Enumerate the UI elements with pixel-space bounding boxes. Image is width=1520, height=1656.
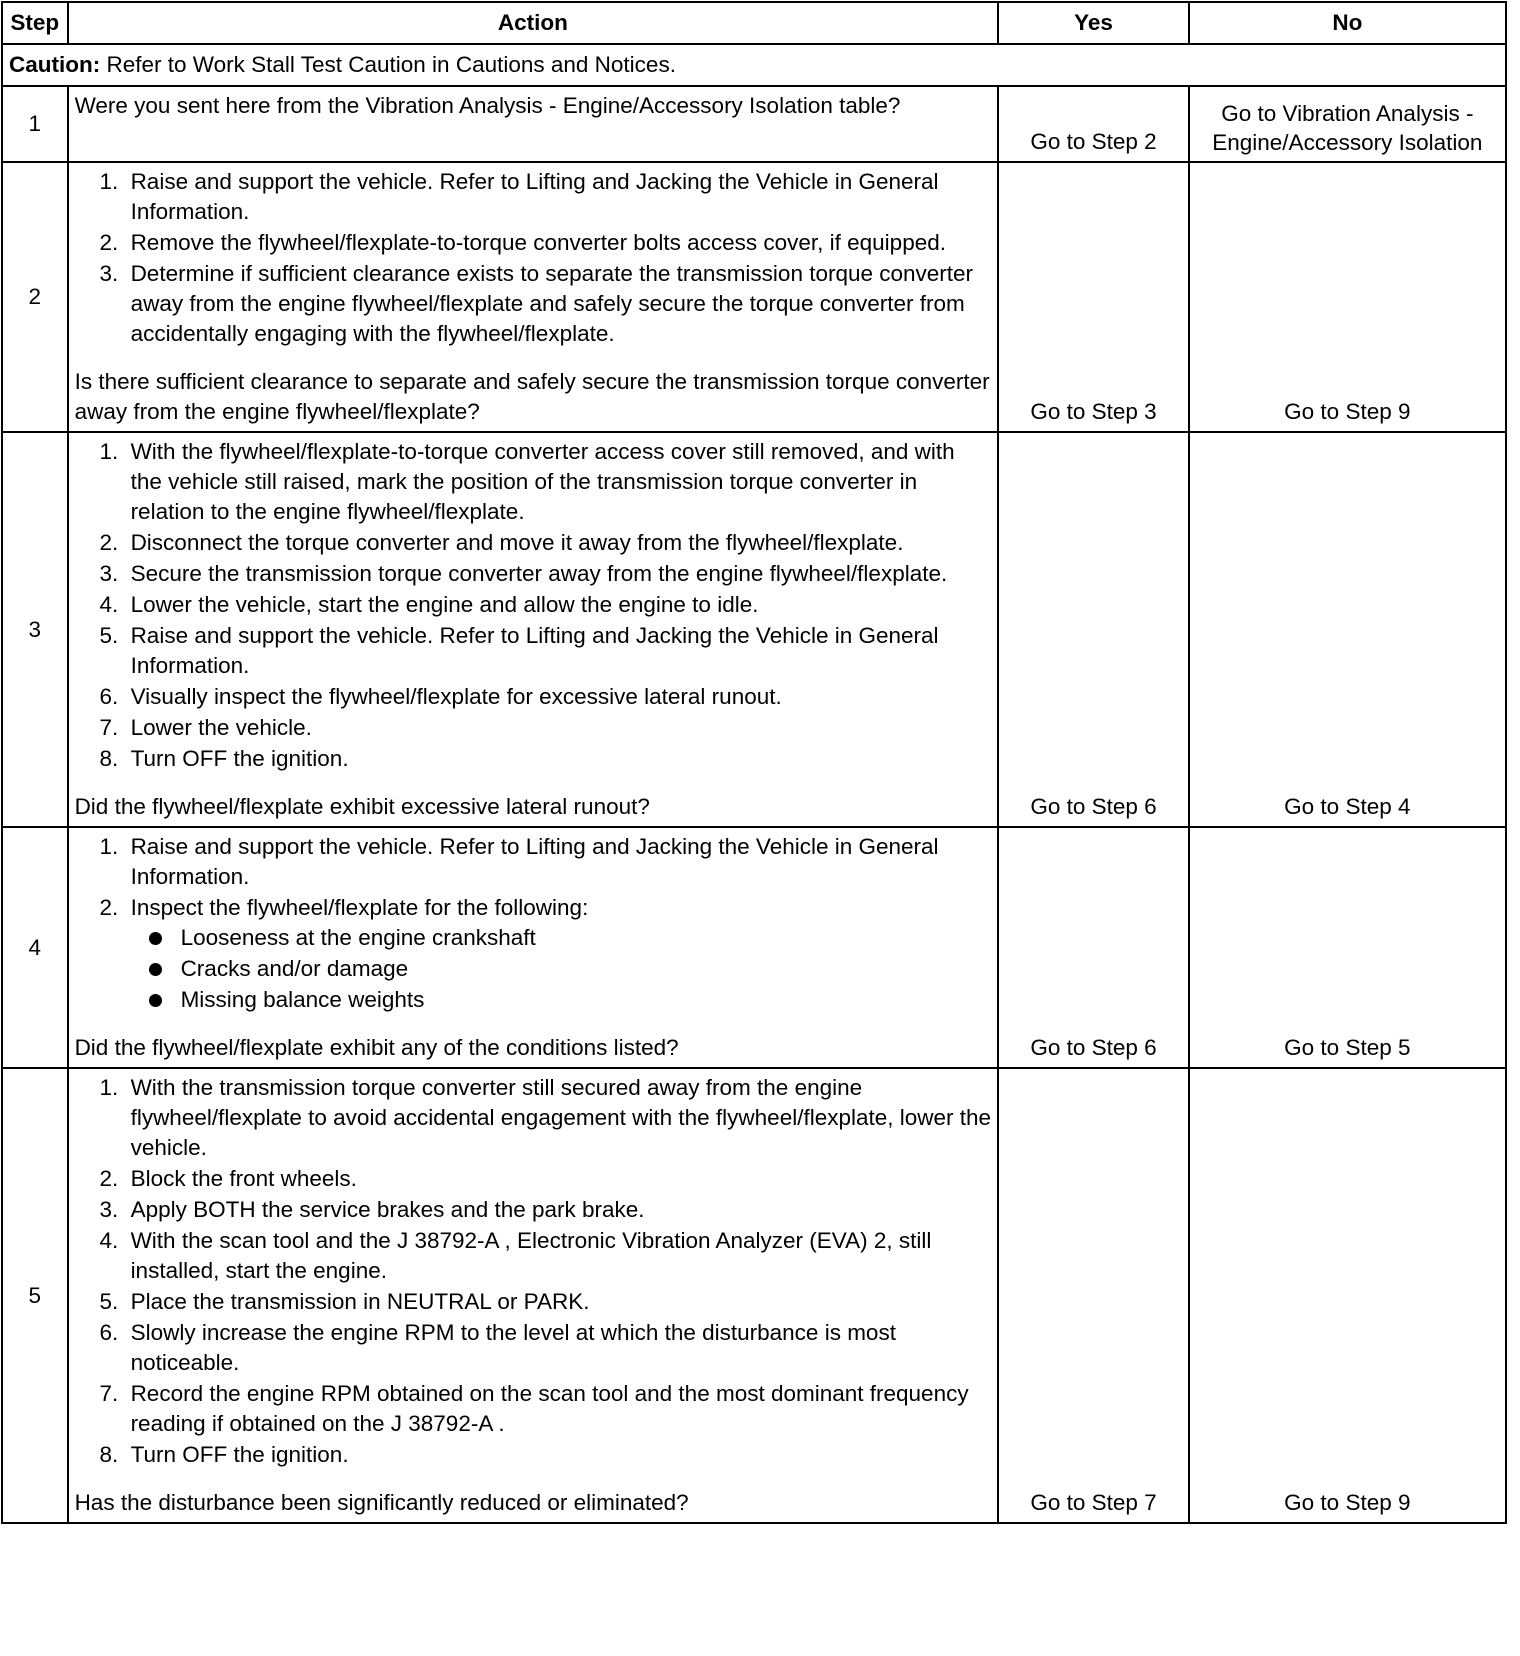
action-cell (68, 432, 999, 827)
no-cell: Go to Step 9 (1189, 1068, 1506, 1523)
list-item: 8. Turn OFF the ignition. (125, 1440, 992, 1470)
header-action: Action (68, 2, 999, 44)
yes-cell: Go to Step 6 (998, 432, 1188, 827)
action-cell (68, 162, 999, 432)
list-item: 6. Visually inspect the flywheel/flexplate for excessive lateral runout. (125, 682, 992, 712)
yes-cell: Go to Step 3 (998, 162, 1188, 432)
yes-cell: Go to Step 6 (998, 827, 1188, 1068)
list-item: 3. Apply BOTH the service brakes and the park brake. (125, 1195, 992, 1225)
no-cell: Go to Step 4 (1189, 432, 1506, 827)
action-question: Did the flywheel/flexplate exhibit any of the conditions listed? (74, 1035, 679, 1060)
yes-cell: Go to Step 2 (998, 86, 1188, 162)
table-row (2, 1068, 1506, 1523)
list-item: 2. Disconnect the torque converter and move it away from the flywheel/flexplate. (125, 528, 992, 558)
action-question: Is there sufficient clearance to separate and safely secure the transmission torque converter away from the engine flywheel/flexplate? (74, 369, 990, 424)
list-item: 5. Raise and support the vehicle. Refer to Lifting and Jacking the Vehicle in General Information. (125, 621, 992, 681)
list-item: 1. Raise and support the vehicle. Refer to Lifting and Jacking the Vehicle in General Information. (125, 832, 992, 892)
yes-cell: Go to Step 7 (998, 1068, 1188, 1523)
list-item: 3. Secure the transmission torque converter away from the engine flywheel/flexplate. (125, 559, 992, 589)
header-no: No (1189, 2, 1506, 44)
list-item: 1. Raise and support the vehicle. Refer to Lifting and Jacking the Vehicle in General Information. (125, 167, 992, 227)
step-number: 1 (2, 86, 68, 162)
bullet-item (171, 985, 992, 1015)
list-item: 1. With the transmission torque converter still secured away from the engine flywheel/flexplate to avoid accidental engagement with the flywheel/flexplate, lower the vehicle. (125, 1073, 992, 1163)
no-cell: Go to Step 9 (1189, 162, 1506, 432)
step-number: 4 (2, 827, 68, 1068)
step-number: 2 (2, 162, 68, 432)
table-row (2, 432, 1506, 827)
caution-text: Refer to Work Stall Test Caution in Cautions and Notices. (106, 52, 676, 77)
list-item (125, 893, 992, 1015)
bullet-text: Cracks and/or damage (180, 956, 409, 981)
action-steps (75, 1073, 992, 1470)
step-number: 3 (2, 432, 68, 827)
list-item: 4. With the scan tool and the J 38792-A , Electronic Vibration Analyzer (EVA) 2, still installed, start the engine. (125, 1226, 992, 1286)
list-item: 3. Determine if sufficient clearance exists to separate the transmission torque converter away from the engine flywheel/flexplate and safely secure the torque converter from accidentally engaging with the flywheel/flexplate. (125, 259, 992, 349)
bullet-text: Missing balance weights (180, 987, 425, 1012)
no-cell: Go to Step 5 (1189, 827, 1506, 1068)
caution-label: Caution: (9, 52, 101, 77)
bullet-item (171, 923, 992, 953)
table-row (2, 827, 1506, 1068)
list-item: 7. Record the engine RPM obtained on the scan tool and the most dominant frequency reading if obtained on the J 38792-A . (125, 1379, 992, 1439)
header-yes: Yes (998, 2, 1188, 44)
action-cell (68, 827, 999, 1068)
list-item: 6. Slowly increase the engine RPM to the level at which the disturbance is most noticeable. (125, 1318, 992, 1378)
action-cell (68, 1068, 999, 1523)
no-cell: Go to Vibration Analysis - Engine/Accessory Isolation (1189, 86, 1506, 162)
action-steps (75, 832, 992, 1015)
action-question: Did the flywheel/flexplate exhibit excessive lateral runout? (74, 794, 650, 819)
bullet-item (171, 954, 992, 984)
bullet-icon (149, 932, 162, 945)
action-steps (75, 167, 992, 349)
table-row (2, 162, 1506, 432)
action-steps (75, 437, 992, 774)
header-row (2, 2, 1506, 44)
list-item: 1. With the flywheel/flexplate-to-torque converter access cover still removed, and with the vehicle still raised, mark the position of the transmission torque converter in relation to the engine flywheel/flexplate. (125, 437, 992, 527)
bullet-icon (149, 994, 162, 1007)
table-row (2, 86, 1506, 162)
list-item: 2. Block the front wheels. (125, 1164, 992, 1194)
list-item: 5. Place the transmission in NEUTRAL or PARK. (125, 1287, 992, 1317)
bullet-icon (149, 963, 162, 976)
condition-bullets (131, 923, 992, 1015)
list-item: 8. Turn OFF the ignition. (125, 744, 992, 774)
list-item: 7. Lower the vehicle. (125, 713, 992, 743)
list-item: 2. Remove the flywheel/flexplate-to-torque converter bolts access cover, if equipped. (125, 228, 992, 258)
step-number: 5 (2, 1068, 68, 1523)
caution-row (2, 44, 1506, 86)
bullet-text: Looseness at the engine crankshaft (180, 925, 536, 950)
list-item: 4. Lower the vehicle, start the engine and allow the engine to idle. (125, 590, 992, 620)
action-question: Were you sent here from the Vibration Analysis - Engine/Accessory Isolation table? (74, 93, 901, 118)
action-question: Has the disturbance been significantly reduced or eliminated? (74, 1490, 689, 1515)
action-cell (68, 86, 999, 162)
list-item-text: Inspect the flywheel/flexplate for the following: (130, 895, 589, 920)
header-step: Step (2, 2, 68, 44)
diagnostic-table (1, 1, 1507, 1524)
caution-cell (2, 44, 1506, 86)
